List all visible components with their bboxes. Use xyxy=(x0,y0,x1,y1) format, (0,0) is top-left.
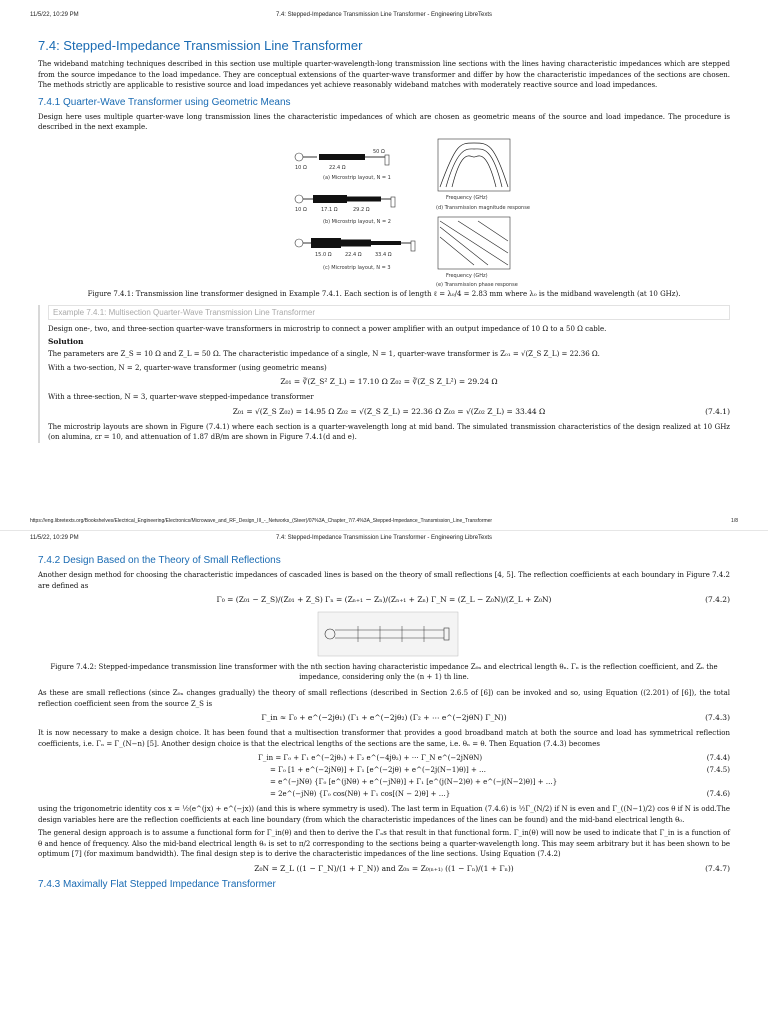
header-title: 7.4: Stepped-Impedance Transmission Line Transformer - Engineering LibreTexts xyxy=(275,535,493,541)
figure-7-4-2-caption: Figure 7.4.2: Stepped-impedance transmission line transformer with the nth section having characteristic impedance Z₀ₙ and electrical length θₙ. Γₙ is the reflection coefficient, and Zₙ the impedance, considering only the (n + 1) th line. xyxy=(50,663,718,681)
equation-7-4-5-text: = Γ₀ [1 + e^(−2jNθ)] + Γ₁ [e^(−2jθ) + e^(−2j(N−1)θ)] + … xyxy=(270,766,487,774)
equation-7-4-1 xyxy=(48,407,730,416)
svg-text:10 Ω: 10 Ω xyxy=(295,206,307,213)
solution-paragraph-3: With a three-section, N = 3, quarter-wave stepped-impedance transformer xyxy=(48,393,314,401)
svg-text:(d) Transmission magnitude res: (d) Transmission magnitude response xyxy=(436,204,530,211)
page-title: 7.4: Stepped-Impedance Transmission Line Transformer xyxy=(38,38,363,53)
example-box xyxy=(38,305,730,443)
figure-7-4-1-caption: Figure 7.4.1: Transmission line transformer designed in Example 7.4.1. Each section is of length ℓ = λ₀/4 = 2.83 mm where λ₀ is the midband wavelength (at 10 GHz). xyxy=(87,289,681,298)
section-heading-7-4-3[interactable]: 7.4.3 Maximally Flat Stepped Impedance Transformer xyxy=(38,878,276,890)
equation-7-4-6 xyxy=(38,788,730,800)
equation-number: (7.4.5) xyxy=(706,766,730,774)
equation-n2 xyxy=(48,377,730,386)
svg-text:10 Ω: 10 Ω xyxy=(295,164,307,171)
section-heading-7-4-2[interactable]: 7.4.2 Design Based on the Theory of Small Reflections xyxy=(38,555,281,566)
svg-text:15.0 Ω: 15.0 Ω xyxy=(315,251,332,258)
equation-7-4-2-text: Γ₀ = (Z₀₁ − Z_S)/(Z₀₁ + Z_S) Γₙ = (Zₙ₊₁ − Zₙ)/(Zₙ₊₁ + Zₙ) Γ_N = (Z_L − Z₀N)/(Z_L + Z₀N) xyxy=(216,595,552,604)
page-1-content xyxy=(38,38,730,446)
example-title: Example 7.4.1: Multisection Quarter-Wave Transmission Line Transformer xyxy=(48,305,730,320)
page-2-content xyxy=(38,549,730,894)
equation-n2-text: Z₀₁ = ∛(Z_S² Z_L) = 17.10 Ω Z₀₂ = ∛(Z_S Z_L²) = 29.24 Ω xyxy=(280,377,498,386)
footer-url[interactable]: https://eng.libretexts.org/Bookshelves/Electrical_Engineering/Electronics/Microwave_and_RF_Design_III_-_Networks_(Steer)/07%3A_Chapter_7/7.4%3A_Stepped-Impedance_Transmission_Line_Transformer xyxy=(30,518,493,524)
footer-page-number: 1/8 xyxy=(731,518,738,524)
svg-text:17.1 Ω: 17.1 Ω xyxy=(321,206,338,213)
page-2 xyxy=(0,530,768,1025)
solution-label: Solution xyxy=(48,337,84,346)
equation-7-4-6a xyxy=(38,776,730,788)
equation-7-4-4-text: Γ_in = Γ₀ + Γ₁ e^(−2jθ₁) + Γ₂ e^(−4jθ₂) + ⋯ Γ_N e^(−2jNθN) xyxy=(258,754,483,762)
svg-text:(e) Transmission phase respons: (e) Transmission phase response xyxy=(436,281,518,287)
equation-7-4-7 xyxy=(38,864,730,873)
header-date: 11/5/22, 10:29 PM xyxy=(30,12,79,18)
equation-7-4-5 xyxy=(38,764,730,776)
section-heading-7-4-1[interactable]: 7.4.1 Quarter-Wave Transformer using Geometric Means xyxy=(38,96,291,108)
svg-text:Frequency (GHz): Frequency (GHz) xyxy=(446,272,488,279)
equation-7-4-7-text: Z₀N = Z_L ((1 − Γ_N)/(1 + Γ_N)) and Z₀ₙ = Z₀₍ₙ₊₁₎ ((1 − Γₙ)/(1 + Γₙ)) xyxy=(254,863,514,873)
figure-7-4-1 xyxy=(38,137,730,287)
equation-7-4-2 xyxy=(38,595,730,604)
svg-text:33.4 Ω: 33.4 Ω xyxy=(375,251,392,258)
general-approach-paragraph: The general design approach is to assume a functional form for Γ_in(θ) and then to derive the Γₙs that result in that functional form. Γ_in(θ) will now be used to indicate that Γ_in is a function of θ and hence of frequency. Also the mid-band electrical length θ₀ is set to π/2 corresponding to the sections being a quarter-wavelength long. This may seem arbitrary but it has been shown to be optimum [7] (for maximum bandwidth). The final design step is to derive the characteristic impedances of the line sections. Using Equation (7.4.2) xyxy=(38,829,730,858)
section-paragraph: Another design method for choosing the characteristic impedances of cascaded lines is based on the theory of small reflections [4, 5]. The reflection coefficients at each boundary in Figure 7.4.2 are defined as xyxy=(38,571,730,590)
small-reflections-paragraph: As these are small reflections (since Z₀ₙ changes gradually) the theory of small reflections (described in Section 2.6.5 of [6]) can be invoked and so, using Equation ((2.201) of [6]), the total reflection coefficient seen from the source Z_S is xyxy=(38,689,730,708)
figure-7-4-2 xyxy=(38,610,730,660)
svg-text:(b) Microstrip layout, N = 2: (b) Microstrip layout, N = 2 xyxy=(323,218,391,225)
equation-7-4-4 xyxy=(38,752,730,764)
section-paragraph: Design here uses multiple quarter-wave long transmission lines the characteristic impedances of which are chosen as geometric means of the source and load impedance. The procedure is described in the next example. xyxy=(38,112,730,131)
magnitude-plot xyxy=(436,139,530,211)
equation-number: (7.4.4) xyxy=(706,754,730,762)
phase-plot xyxy=(436,217,518,287)
equation-7-4-6a-text: = e^(−jNθ) {Γ₀ [e^(jNθ) + e^(−jNθ)] + Γ₁ [e^(j(N−2)θ) + e^(−j(N−2)θ)] + …} xyxy=(270,778,558,786)
example-statement: Design one-, two, and three-section quarter-wave transformers in microstrip to connect a power amplifier with an output impedance of 10 Ω to a 50 Ω cable. xyxy=(48,324,607,333)
svg-text:(c) Microstrip layout, N = 3: (c) Microstrip layout, N = 3 xyxy=(323,264,391,271)
equation-7-4-1-text: Z₀₁ = √(Z_S Z₀₂) = 14.95 Ω Z₀₂ = √(Z_S Z_L) = 22.36 Ω Z₀₃ = √(Z₀₂ Z_L) = 33.44 Ω xyxy=(232,406,546,416)
svg-text:(a) Microstrip layout, N = 1: (a) Microstrip layout, N = 1 xyxy=(323,174,391,181)
equation-number: (7.4.3) xyxy=(705,713,730,722)
equation-number: (7.4.2) xyxy=(705,595,730,604)
svg-text:22.4 Ω: 22.4 Ω xyxy=(345,251,362,258)
header-title: 7.4: Stepped-Impedance Transmission Line Transformer - Engineering LibreTexts xyxy=(275,12,493,18)
figure-7-4-2-graphic xyxy=(38,610,730,660)
equation-number: (7.4.6) xyxy=(706,790,730,798)
intro-paragraph: The wideband matching techniques described in this section use multiple quarter-wavelength-long transmission line sections with the lines having characteristic impedances which are stepped from the source impedance to the load impedance. They are conceptual extensions of the quarter-wave transformer and differ by how the characteristic impedances of the sections are chosen. The methods strictly are applicable to resistive source and load impedances yet achieve reasonably wideband matches with moderately reactive source and load impedances. xyxy=(38,60,730,89)
trig-identity-paragraph: using the trigonometric identity cos x = ½(e^(jx) + e^(−jx)) (and this is where symmetry is used). The last term in Equation (7.4.6) is ½Γ_(N/2) if N is even and Γ_((N−1)/2) cos θ if N is odd.The design variables here are the reflection coefficients at each line boundary (from which the characteristic impedances of the lines can be found) and the mid-band electrical length θ₀. xyxy=(38,805,730,824)
header-date: 11/5/22, 10:29 PM xyxy=(30,535,79,541)
svg-text:29.2 Ω: 29.2 Ω xyxy=(353,206,370,213)
solution-paragraph-4: The microstrip layouts are shown in Figure (7.4.1) where each section is a quarter-wavelength long at mid band. The simulated transmission characteristics of the design realized at 10 GHz (on alumina, εr = 10, and attenuation of 1.87 dB/m are shown in Figure 7.4.1(d and e). xyxy=(48,422,730,441)
equation-number: (7.4.1) xyxy=(705,406,730,416)
equation-7-4-6-text: = 2e^(−jNθ) {Γ₀ cos(Nθ) + Γ₁ cos[(N − 2)θ] + …} xyxy=(270,790,451,798)
figure-7-4-1-graphic xyxy=(38,137,730,287)
svg-text:22.4 Ω: 22.4 Ω xyxy=(329,164,346,171)
svg-text:50 Ω: 50 Ω xyxy=(373,148,385,155)
svg-text:Frequency (GHz): Frequency (GHz) xyxy=(446,194,488,201)
solution-paragraph-1: The parameters are Z_S = 10 Ω and Z_L = 50 Ω. The characteristic impedance of a single, N = 1, quarter-wave transformer is Z₀₁ = √(Z_S Z_L) = 22.36 Ω. xyxy=(48,350,600,358)
layout-a xyxy=(295,149,391,181)
equation-number: (7.4.7) xyxy=(705,863,730,873)
design-choice-paragraph: It is now necessary to make a design choice. It has been found that a multisection transformer that provides a good broadband match at both the source and load has symmetrical reflection coefficients, i.e. Γₙ = Γ_(N−n) [5]. Another design choice is that the electrical lengths of the sections are the same, i.e. θₙ = θ. Then Equation (7.4.3) becomes xyxy=(38,729,730,748)
layout-b xyxy=(295,195,395,225)
solution-paragraph-2: With a two-section, N = 2, quarter-wave transformer (using geometric means) xyxy=(48,363,327,372)
equation-7-4-3 xyxy=(38,713,730,722)
equation-7-4-3-text: Γ_in ≈ Γ₀ + e^(−2jθ₁) (Γ₁ + e^(−2jθ₂) (Γ₂ + ⋯ e^(−2jθN) Γ_N)) xyxy=(261,713,507,722)
layout-c xyxy=(295,238,415,271)
